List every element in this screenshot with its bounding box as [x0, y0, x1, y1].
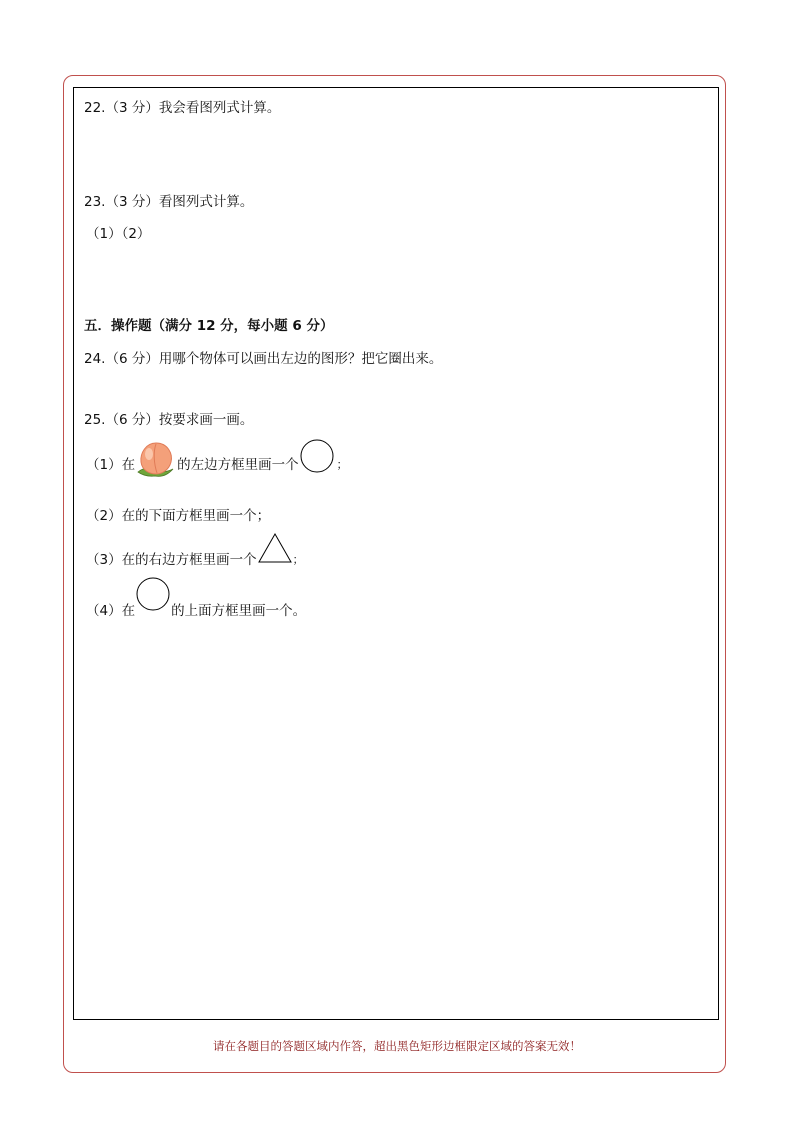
footer-warning: 请在各题目的答题区域内作答，超出黑色矩形边框限定区域的答案无效！ [213, 1039, 581, 1053]
circle-icon [299, 438, 335, 479]
q25-item-3-suffix: ； [292, 552, 304, 566]
q25-item-1-suffix: ； [336, 457, 348, 471]
section-5-heading: 五．操作题（满分 12 分，每小题 6 分） [84, 318, 334, 334]
q25-item-4-prefix: （4）在 [86, 603, 136, 619]
question-23: 23.（3 分）看图列式计算。 [84, 194, 254, 210]
triangle-icon [257, 532, 293, 569]
circle-icon [135, 576, 171, 617]
q25-item-3 [86, 532, 304, 569]
peach-icon [135, 438, 177, 485]
q25-item-4 [86, 572, 306, 620]
q25-item-3-prefix: （3）在的右边方框里画一个 [86, 551, 257, 568]
q25-item-1 [86, 444, 348, 485]
q25-item-1-prefix: （1）在 [86, 456, 136, 473]
q25-item-4-suffix: 的上面方框里画一个。 [171, 603, 307, 619]
question-23-subparts: （1）（2） [86, 226, 151, 242]
q25-item-1-mid: 的左边方框里画一个 [177, 456, 299, 473]
question-24: 24.（6 分）用哪个物体可以画出左边的图形？把它圈出来。 [84, 351, 443, 367]
question-25: 25.（6 分）按要求画一画。 [84, 412, 254, 428]
q25-item-2: （2）在的下面方框里画一个； [86, 508, 271, 524]
question-22: 22.（3 分）我会看图列式计算。 [84, 100, 281, 116]
